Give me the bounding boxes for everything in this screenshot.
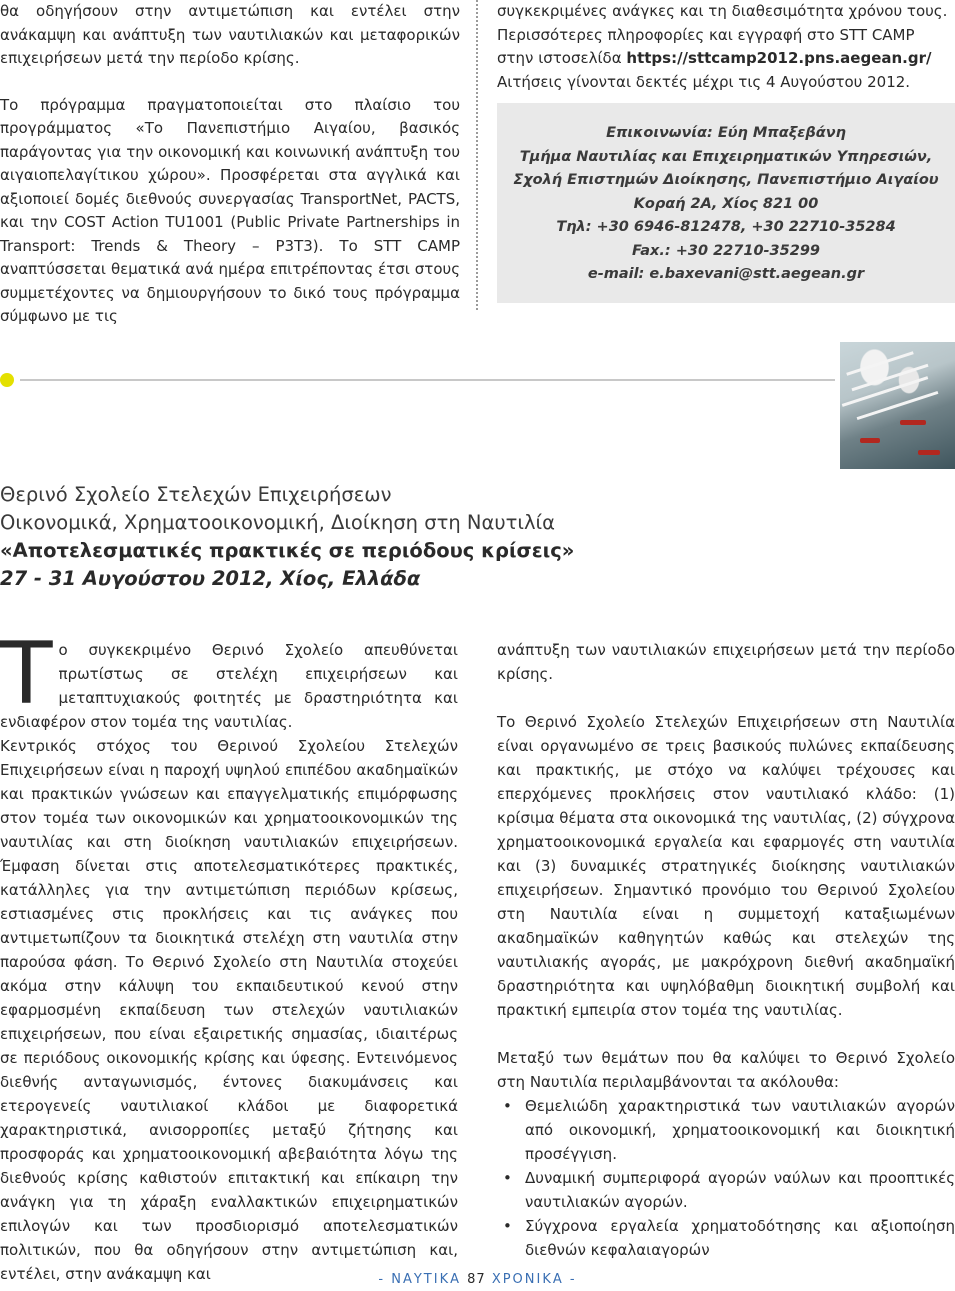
list-item: • Σύγχρονα εργαλεία χρηματοδότησης και αξιοποίηση διεθνών κεφαλαιαγορών	[497, 1214, 955, 1262]
paragraph: Το πρόγραμμα πραγματοποιείται στο πλαίσιο του προγράμματος «Το Πανεπιστήμιο Αιγαίου, βασικός παράγοντας για την οικονομική και κοινωνική ανάπτυξη του αιγαιοπελαγίτικου χώρου». Προσφέρεται στα αγγλικά και αξιοποιεί δομές διεθνούς συνεργασίας TransportNet, PACTS, και την COST Action TU1001 (Public Private Partnerships in Transport: Trends & Theory – P3T3). Το STT CAMP αναπτύσσεται θεματικά ανά ημέρα επιτρέποντας έτσι στους συμμετέχοντες να δημιουργήσουν το δικό τους πρόγραμμα σύμφωνο με τις	[0, 95, 460, 325]
registration-paragraph	[497, 0, 955, 94]
headline-line-1: Θερινό Σχολείο Στελεχών Επιχειρήσεων	[0, 483, 392, 506]
contact-department: Τμήμα Ναυτιλίας και Επιχειρηματικών Υπηρεσιών,	[519, 148, 933, 165]
article-headline	[0, 481, 840, 593]
top-left-column	[0, 0, 460, 329]
horizontal-rule	[20, 379, 835, 381]
contact-email[interactable]: e-mail: e.baxevani@stt.aegean.gr	[587, 266, 865, 282]
headline-title: «Αποτελεσματικές πρακτικές σε περιόδους κρίσεις»	[0, 539, 575, 562]
footer-left: - ΝΑΥΤΙΚΑ	[378, 1272, 461, 1287]
paragraph-spacer	[497, 1022, 955, 1046]
intro-text: ο συγκεκριμένο Θερινό Σχολείο απευθύνεται πρωτίστως σε στελέχη επιχειρήσεων και μεταπτυχιακούς φοιτητές με δραστηριότητα και ενδιαφέρον στον τομέα της ναυτιλίας.	[0, 641, 458, 731]
paragraph: ανάπτυξη των ναυτιλιακών επιχειρήσεων μετά την περίοδο κρίσης.	[497, 641, 955, 683]
column-divider	[476, 0, 478, 310]
headline-line-2: Οικονομικά, Χρηματοοικονομική, Διοίκηση στη Ναυτιλία	[0, 511, 555, 534]
paragraph: Μεταξύ των θεμάτων που θα καλύψει το Θερινό Σχολείο στη Ναυτιλία περιλαμβάνονται τα ακόλουθα:	[497, 1049, 955, 1091]
paragraph: Το Θερινό Σχολείο Στελεχών Επιχειρήσεων στη Ναυτιλία είναι οργανωμένο σε τρεις βασικούς πυλώνες εκπαίδευσης και πρακτικής, με στόχο να καλύψει τρέχουσες και επερχόμενες προκλήσεις στον ναυτιλιακό κλάδο: (1) κρίσιμα θέματα στα οικονομικά της ναυτιλίας, (2) σύγχρονα χρηματοοικονομικά εργαλεία και εφαρμογές στη ναυτιλία και (3) δυναμικές στρατηγικές διοίκησης ναυτιλιακών επιχειρήσεων. Σημαντικό προνόμιο του Θερινού Σχολείου στη Ναυτιλία είναι η συμμετοχή καταξιωμένων ακαδημαϊκών καθηγητών καθώς και στελεχών της ναυτιλιακής αγοράς, με μακρόχρονη διεθνή ακαδημαϊκή δραστηριότητα και υψηλόβαθμη διοικητική συμβολή και πρακτική εμπειρία στον τομέα της ναυτιλίας.	[497, 713, 955, 1019]
footer-right: ΧΡΟΝΙΚΑ -	[491, 1272, 577, 1287]
deadline-text: Αιτήσεις γίνονται δεκτές μέχρι τις 4 Αυγούστου 2012.	[497, 72, 911, 91]
list-item: • Θεμελιώδη χαρακτηριστικά των ναυτιλιακών αγορών από οικονομική, χρηματοοικονομική και διοικητική προσέγγιση.	[497, 1094, 955, 1166]
topics-list	[497, 1094, 955, 1262]
registration-text: συγκεκριμένες ανάγκες και τη διαθεσιμότητα χρόνου τους. Περισσότερες πληροφορίες και εγγραφή στο STT CAMP στην ιστοσελίδα	[497, 2, 948, 67]
list-item: • Δυναμική συμπεριφορά αγορών ναύλων και προοπτικές ναυτιλιακών αγορών.	[497, 1166, 955, 1214]
page-footer	[0, 1272, 955, 1287]
drop-cap: Τ	[0, 624, 53, 724]
main-right-column	[497, 638, 955, 1262]
main-left-column	[0, 624, 458, 1286]
bullet-dot-decoration	[0, 373, 14, 387]
paragraph-spacer	[497, 686, 955, 710]
paragraph-spacer	[0, 71, 460, 94]
paragraph: Κεντρικός στόχος του Θερινού Σχολείου Στελεχών Επιχειρήσεων είναι η παροχή υψηλού επιπέδου ακαδημαϊκών και πρακτικών γνώσεων και επαγγελματικής επιμόρφωσης στον τομέα των οικονομικών και χρηματοοικονομικών της ναυτιλίας και στη διοίκηση ναυτιλιακών επιχειρήσεων. Έμφαση δίνεται στις αποτελεσματικότερες πρακτικές, κατάλληλες για την αντιμετώπιση περιόδων κρίσεως, εστιασμένες στις προκλήσεις και τις ανάγκες που αντιμετωπίζουν τα διοικητικά στελέχη στη ναυτιλία στην παρούσα φάση. Το Θερινό Σχολείο στη Ναυτιλία στοχεύει ακόμα στην κάλυψη του εκπαιδευτικού κενού στην εφαρμοσμένη εκπαίδευση των στελεχών ναυτιλιακών επιχειρήσεων, που είναι εξαιρετικής σημασίας, ιδιαιτέρως σε περιόδους οικονομικής κρίσης και ύφεσης. Εντεινόμενος διεθνής ανταγωνισμός, έντονες διακυμάνσεις και ετερογενείς ναυτιλιακοί κλάδοι με διαφορετικά χαρακτηριστικά, ανισορροπίες μεταξύ ζήτησης και προσφοράς και χρηματοοικονομική αβεβαιότητα λόγω της διεθνούς κρίσης καθιστούν επιτακτική και επίκαιρη την ανάγκη για τη χάραξη εναλλακτικών επιχειρηματικών επιλογών και των προσδιορισμό αποτελεσματικών πολιτικών, που θα οδηγήσουν στην αντιμετώπιση και, εντέλει, στην ανάκαμψη και	[0, 737, 458, 1283]
website-link[interactable]: https://sttcamp2012.pns.aegean.gr/	[626, 49, 932, 67]
contact-school: Σχολή Επιστημών Διοίκησης, Πανεπιστήμιο Αιγαίου	[513, 172, 939, 188]
intro-paragraph	[0, 624, 458, 734]
top-right-column	[497, 0, 955, 94]
page-number: 87	[467, 1272, 486, 1287]
contact-phone: Τηλ: +30 6946-812478, +30 22710-35284	[556, 219, 896, 235]
contact-name: Επικοινωνία: Εύη Μπαξεβάνη	[606, 125, 846, 141]
headline-date-place: 27 - 31 Αυγούστου 2012, Χίος, Ελλάδα	[0, 567, 421, 590]
contact-box	[497, 103, 955, 303]
contact-address: Κοραή 2Α, Χίος 821 00	[633, 195, 819, 212]
contact-fax: Fax.: +30 22710-35299	[631, 242, 821, 259]
port-aerial-photo	[840, 342, 955, 469]
paragraph: θα οδηγήσουν στην αντιμετώπιση και εντέλει στην ανάκαμψη και ανάπτυξη των ναυτιλιακών και μεταφορικών επιχειρήσεων μετά την περίοδο κρίσης.	[0, 2, 460, 67]
